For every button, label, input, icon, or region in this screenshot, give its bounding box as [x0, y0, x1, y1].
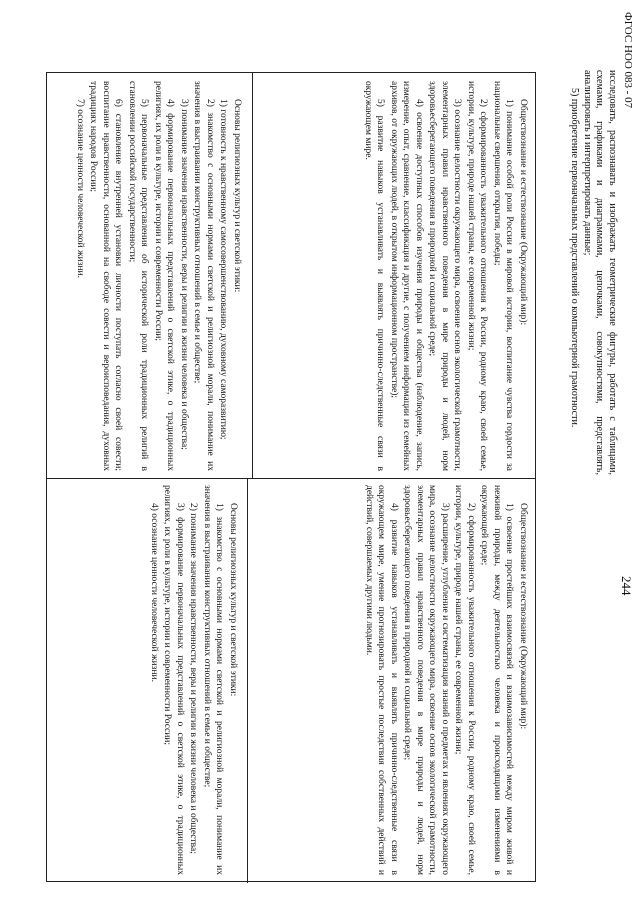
list-item: 4) освоение доступных способов изучения природы и общества (наблюдение, запись, измерение, опыт, сравнение, классификация и другие, с получением информации из семейных архивов, от окружающих людей, в открытом информационном пространстве); [389, 81, 424, 471]
list-item: 2) понимание значения нравственности, веры и религии в жизни человека и общества; [188, 503, 199, 854]
list-item: 1) знакомство с основными нормами светской и религиозной морали, понимание их значения в выстраивании конструктивных отношений в семье и обществе; [202, 485, 225, 875]
continued-paragraph: 5) приобретение первоначальных представлений о компьютерной грамотности. [569, 88, 581, 428]
list-item: 5) первоначальные представления об исторической роли традиционных религий в становлении российской государственности; [127, 81, 150, 471]
list-item: 1) освоение простейших взаимосвязей и взаимозависимостей между миром живой и неживой природы, между деятельностью человека и происходящими изменениями в окружающей среде; [479, 485, 515, 875]
list-item: 5) развитие навыков устанавливать и выявлять причинно-следственные связи в окружающем мире. [363, 81, 386, 471]
list-item: 1) понимание особой роли России в мировой истории, воспитание чувства гордости за национальные свершения, открытия, победы; [492, 81, 515, 471]
list-item: 6) становление внутренней установки личности поступать согласно своей совести; воспитание нравственности, основанной на свободе совести и вероисповедания, духовных традициях народов России; [88, 81, 124, 471]
list-item: 4) осознание ценности человеческой жизни. [149, 503, 159, 682]
list-item: 2) сформированность уважительного отношения к России, родному краю, своей семье, истории, культуре, природе нашей страны, ее современной жизни; [453, 485, 476, 875]
continued-paragraph: исследовать, распознавать и изображать геометрические фигуры, работать с таблицами, схемами, графиками и диаграммами, цепочками, совокупностями, представлять, анализировать и интерпретировать данные; [581, 70, 618, 475]
list-item: 4) развитие навыков устанавливать и выявлять причинно-следственные связи в окружающем мире, умение прогнозировать простые последствия собственных действий и действий, совершаемых другими людьми. [364, 485, 399, 875]
right-cell-social-science [362, 485, 530, 875]
section-heading: Обществознание и естествознание (Окружающий мир): [518, 503, 528, 730]
comparison-table [46, 72, 536, 882]
page-number: 244 [619, 576, 634, 596]
right-cell-religious-cultures [147, 485, 240, 875]
left-cell-religious-cultures [73, 81, 244, 471]
right-row-divider [247, 478, 248, 883]
section-heading: Основы религиозных культур и светской этики: [228, 503, 238, 697]
list-item: 2) знакомство с основными нормами светской и религиозной морали, понимание их значения в выстраивании конструктивных отношений в семье и обществе; [192, 81, 215, 471]
continued-text [568, 70, 618, 475]
column-divider [47, 478, 535, 479]
list-item: 3) формирование первоначальных представлений о светской этике, о традиционных религиях, их роли в культуре, истории и современности России; [162, 485, 185, 875]
list-item: 4) формирование первоначальных представлений о светской этике, о традиционных религиях, их роли в культуре, истории и современности России; [153, 81, 176, 471]
left-cell-social-science [361, 81, 530, 471]
list-item: 2) сформированность уважительного отношения к России, родному краю, своей семье, истории, культуре, природе нашей страны, ее современной жизни; [466, 81, 489, 471]
list-item: 3) расширение, углубление и систематизация знаний о предметах и явлениях окружающего мира, осознание целостности окружающего мира, освоение основ экологической грамотности, элементарных правил нравственного поведения в мире природы и людей, норм здоровьесберегающего поведения в природной и социальной среде; [402, 485, 450, 875]
list-item: 7) осознание ценности человеческой жизни. [75, 99, 85, 278]
left-row-divider [252, 73, 253, 478]
section-heading: Основы религиозных культур и светской этики: [232, 99, 242, 293]
list-item: 3) понимание значения нравственности, веры и религии в жизни человека и общества; [179, 99, 189, 450]
section-heading: Обществознание и естествознание (Окружающий мир): [518, 99, 528, 326]
list-item: 1) готовность к нравственному самосовершенствованию, духовному саморазвитию; [218, 99, 229, 440]
list-item: 3) осознание целостности окружающего мира, освоение основ экологической грамотности, элементарных правил нравственного поведения в мире природы и людей, норм здоровьесберегающего поведения в природной и социальной среде; [427, 81, 463, 471]
footer-code: ФГОС НОО 083 - 07 [622, 12, 634, 109]
